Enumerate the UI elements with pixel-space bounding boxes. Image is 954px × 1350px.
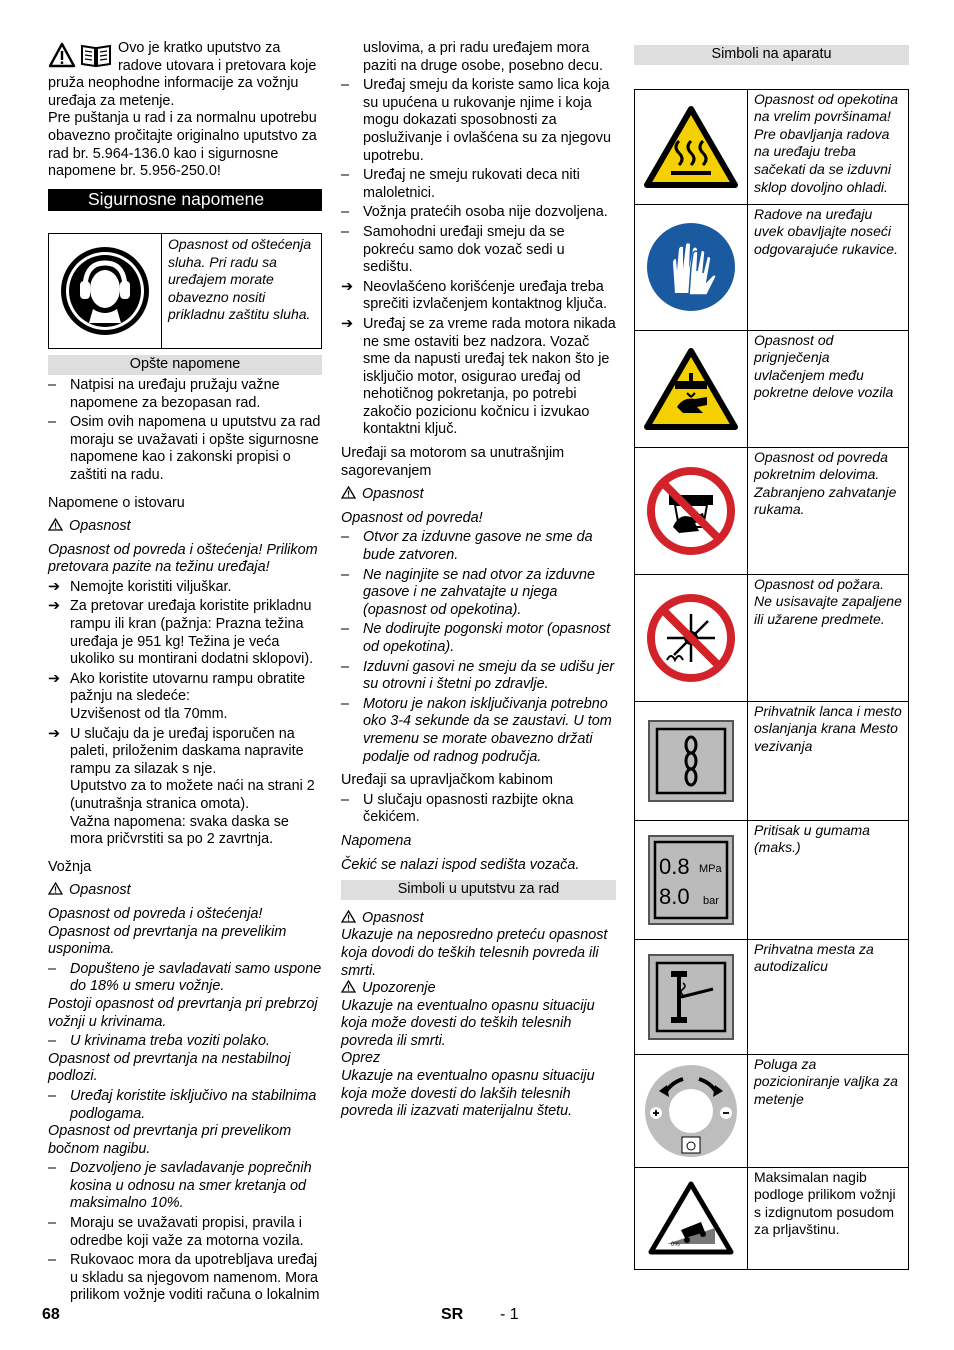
general-notes-heading: Opšte napomene xyxy=(48,355,322,375)
list-item: – Ne naginjite se nad otvor za izduvne gasove i ne zahvatajte u njega (opasnost od opekotina). xyxy=(341,566,595,618)
warning-label: Upozorenje xyxy=(341,980,616,998)
symbol-text: Poluga za pozicioniranje valjka za metenje xyxy=(754,1055,898,1107)
table-row xyxy=(635,1167,908,1269)
intro-text-2: Pre puštanja u rad i za normalnu upotrebu obavezno pročitajte originalno uputstvo za rad br. 5.964-136.0 kao i sigurnosne napomene br. 5.956-250.0! xyxy=(48,110,317,180)
warning-icon xyxy=(341,910,356,923)
tire-value-2: 8.0 xyxy=(659,883,690,909)
warning-icon xyxy=(341,486,356,499)
danger-desc: Ukazuje na neposredno preteću opasnost koja dovodi do teških telesnih povreda ili smrti. xyxy=(341,927,608,979)
table-row xyxy=(635,701,908,820)
warning-desc: Ukazuje na eventualno opasnu situaciju koja može dovesti do teških telesnih povreda ili smrti. xyxy=(341,997,595,1049)
hearing-protection-text: Opasnost od oštećenja sluha. Pri radu sa uređajem morate obavezno nositi prikladnu zaštitu sluha. xyxy=(168,236,312,323)
tire-value-1: 0.8 xyxy=(659,853,690,879)
symbol-text: Pritisak u gumama (maks.) xyxy=(754,821,870,856)
pallet-note: Uputstvo za to možete naći na strani 2 (unutrašnja stranica omota). xyxy=(70,778,315,812)
list-item: – Uređaj koristite isključivo na stabilnima podlogama. xyxy=(48,1087,317,1122)
symbol-text: Maksimalan nagib podloge prilikom vožnji s izdignutom posudom za prljavštinu. xyxy=(754,1168,896,1238)
intro-text: Ovo je kratko uputstvo za radove utovara i pretovara koje pruža neophodne informacije za vožnju uređaja za metenje. xyxy=(48,40,317,109)
symbols-device-heading: Simboli na aparatu xyxy=(634,45,909,65)
symbol-text: Prihvatnik lanca i mesto oslanjanja krana Mesto vezivanja xyxy=(754,702,902,754)
hearing-protection-box xyxy=(48,233,322,349)
list-item: – U krivinama treba voziti polako. xyxy=(48,1033,270,1050)
list-item: ➔ Nemojte koristiti viljuškar. xyxy=(48,578,232,595)
note-text: Čekić se nalazi ispod sedišta vozača. xyxy=(341,856,580,873)
hearing-protection-icon xyxy=(49,234,162,348)
warning-icon xyxy=(341,980,356,993)
column-2 xyxy=(341,40,616,1121)
list-item: ➔ Ako koristite utovarnu rampu obratite pažnju na sledeće: xyxy=(48,670,306,705)
chain-mount-icon xyxy=(635,702,748,820)
intro-icons xyxy=(48,42,112,74)
danger-label: Opasnost xyxy=(341,486,616,504)
table-row xyxy=(635,820,908,939)
list-item: ➔ Uređaj se za vreme rada motora nikada ne sme ostaviti bez nadzora. Vozač sme da napusti uređaj tek nakon što je isključio motor, osigurao uređaj od nehotičnog pokretanja, po potrebi zakočio pozicionu kočnicu i izvukao kontaktni ključ. xyxy=(341,315,616,438)
cabin-heading: Uređaji sa upravljačkom kabinom xyxy=(341,772,553,789)
danger-label: Opasnost xyxy=(341,910,616,928)
list-item: – Vožnja pratećih osoba nije dozvoljena. xyxy=(341,204,608,221)
no-reach-in-icon xyxy=(635,448,748,574)
column-3 xyxy=(634,40,909,1270)
list-item: – Uređaj smeju da koriste samo lica koja su upućena u rukovanje njime i koja mogu dokazati sposobnosti za posluživanje i ovlašćena su za njegovu upotrebu. xyxy=(341,77,611,164)
list-item: – Uređaj ne smeju rukovati deca niti maloletnici. xyxy=(341,167,580,201)
column-1 xyxy=(48,40,322,1305)
list-item: – Natpisi na uređaju pružaju važne napomene za bezopasan rad. xyxy=(48,376,280,411)
drive-danger-text: Opasnost od prevrtanja pri prevelikom bočnom nagibu. xyxy=(48,1123,292,1157)
table-row xyxy=(635,939,908,1054)
slope-label: 0% xyxy=(671,1242,680,1249)
drive-danger-text: Opasnost od prevrtanja na prevelikim usponima. xyxy=(48,923,287,958)
unload-danger-text: Opasnost od povreda i oštećenja! Prilikom pretovara pazite na težinu uređaja! xyxy=(48,541,318,576)
engine-heading: Uređaji sa motorom sa unutrašnjim sagorevanjem xyxy=(341,445,565,479)
hot-surface-icon xyxy=(635,90,748,204)
drive-danger-text: Opasnost od prevrtanja na nestabilnoj podlozi. xyxy=(48,1050,291,1085)
list-item: – Moraju se uvažavati propisi, pravila i odredbe koji važe za motorna vozila. xyxy=(48,1215,304,1249)
list-item: – Samohodni uređaji smeju da se pokreću samo dok vozač sedi u sedištu. xyxy=(341,223,565,276)
language-code: SR xyxy=(441,1306,464,1323)
danger-label: Opasnost xyxy=(48,518,322,536)
table-row xyxy=(635,90,908,204)
roller-lever-icon xyxy=(635,1055,748,1167)
symbols-table xyxy=(634,89,909,1270)
list-item: – U slučaju opasnosti razbijte okna čekićem. xyxy=(341,791,574,826)
manual-book-icon xyxy=(80,42,112,68)
list-item: – Ne dodirujte pogonski motor (opasnost od opekotina). xyxy=(341,621,611,655)
jack-points-icon xyxy=(635,940,748,1054)
gloves-icon xyxy=(635,205,748,330)
note-heading: Napomena xyxy=(341,832,412,849)
page-number: 68 xyxy=(42,1306,60,1323)
ramp-note: Uzvišenost od tla 70mm. xyxy=(70,706,228,723)
table-row xyxy=(635,447,908,574)
symbol-text: Opasnost od požara. Ne usisavajte zapaljene ili užarene predmete. xyxy=(754,575,902,627)
table-row xyxy=(635,204,908,330)
warning-icon xyxy=(48,882,63,895)
list-item: – Osim ovih napomena u uputstvu za rad moraju se uvažavati i opšte sigurnosne napomene kao i zakonski propisi o zaštiti na radu. xyxy=(48,414,321,483)
caution-desc: Ukazuje na eventualno opasnu situaciju koja može dovesti do lakših telesnih povreda ili izazvati materijalnu štetu. xyxy=(341,1068,595,1120)
symbol-text: Radove na uređaju uvek obavljajte noseći odgovarajuće rukavice. xyxy=(754,205,898,257)
list-item: – Dozvoljeno je savladavanje poprečnih kosina u odnosu na smer kretanja od maksimalno 10%. xyxy=(48,1160,312,1212)
warning-icon xyxy=(48,42,76,68)
symbol-text: Opasnost od povreda pokretnim delovima. Zabranjeno zahvatanje rukama. xyxy=(754,448,897,518)
tire-unit-1: MPa xyxy=(699,862,722,875)
list-item: ➔ Za pretovar uređaja koristite prikladnu rampu ili kran (pažnja: Prazna težina uređaja je 951 kg! Težina je veća ukoliko su montirani dodatni sklopovi). xyxy=(48,598,314,668)
no-burning-objects-icon xyxy=(635,575,748,701)
table-row xyxy=(635,1054,908,1167)
table-row xyxy=(635,574,908,701)
warning-icon xyxy=(48,518,63,531)
list-item: – Otvor za izduvne gasove ne sme da bude zatvoren. xyxy=(341,529,593,564)
drive-danger-text: Opasnost od povreda i oštećenja! xyxy=(48,905,263,922)
pallet-note: Važna napomena: svaka daska se mora pričvrstiti sa po 2 zavrtnja. xyxy=(70,813,289,848)
engine-danger-text: Opasnost od povreda! xyxy=(341,509,483,526)
symbol-text: Prihvatna mesta za autodizalicu xyxy=(754,940,874,975)
unload-heading: Napomene o istovaru xyxy=(48,494,185,511)
symbol-text: Opasnost od opekotina na vrelim površinama! Pre obavljanja radova na uređaju treba sačekati da se izduvni sklop dovoljno ohladi. xyxy=(754,90,898,195)
list-item: – Rukovaoc mora da upotrebljava uređaj u skladu sa njegovom namenom. Mora prilikom vožnje voditi računa o lokalnim xyxy=(48,1252,320,1304)
drive-heading: Vožnja xyxy=(48,858,92,875)
list-item: ➔ U slučaju da je uređaj isporučen na paleti, priloženim daskama napravite rampu za silazak s nje. xyxy=(48,725,304,777)
table-row xyxy=(635,330,908,447)
continued-text: uslovima, a pri radu uređajem mora paziti na druge osobe, posebno decu. xyxy=(363,40,604,74)
drive-danger-text: Postoji opasnost od prevrtanja pri prebrzoj vožnji u krivinama. xyxy=(48,995,318,1030)
caution-label: Oprez xyxy=(341,1050,381,1067)
symbol-text: Opasnost od prignječenja uvlačenjem među pokretne delove vozila xyxy=(754,331,894,401)
symbols-manual-heading: Simboli u uputstvu za rad xyxy=(341,880,616,900)
tire-pressure-icon xyxy=(635,821,748,939)
danger-label: Opasnost xyxy=(48,882,322,900)
list-item: ➔ Neovlašćeno korišćenje uređaja treba sprečiti izvlačenjem kontaktnog ključa. xyxy=(341,278,607,313)
tire-unit-2: bar xyxy=(703,894,719,907)
list-item: – Motoru je nakon isključivanja potrebno oko 3-4 sekunde da se zaustavi. U tom vremenu se morate obavezno držati podalje od radnog područja. xyxy=(341,695,612,765)
list-item: – Dopušteno je savladavati samo uspone do 18% u smeru vožnje. xyxy=(48,960,322,995)
list-item: – Izduvni gasovi ne smeju da se udišu jer su otrovni i štetni po zdravlje. xyxy=(341,658,615,693)
crush-hazard-icon xyxy=(635,331,748,447)
max-slope-icon xyxy=(635,1168,748,1269)
section-number: - 1 xyxy=(500,1306,519,1323)
section-banner: Sigurnosne napomene xyxy=(48,189,322,212)
